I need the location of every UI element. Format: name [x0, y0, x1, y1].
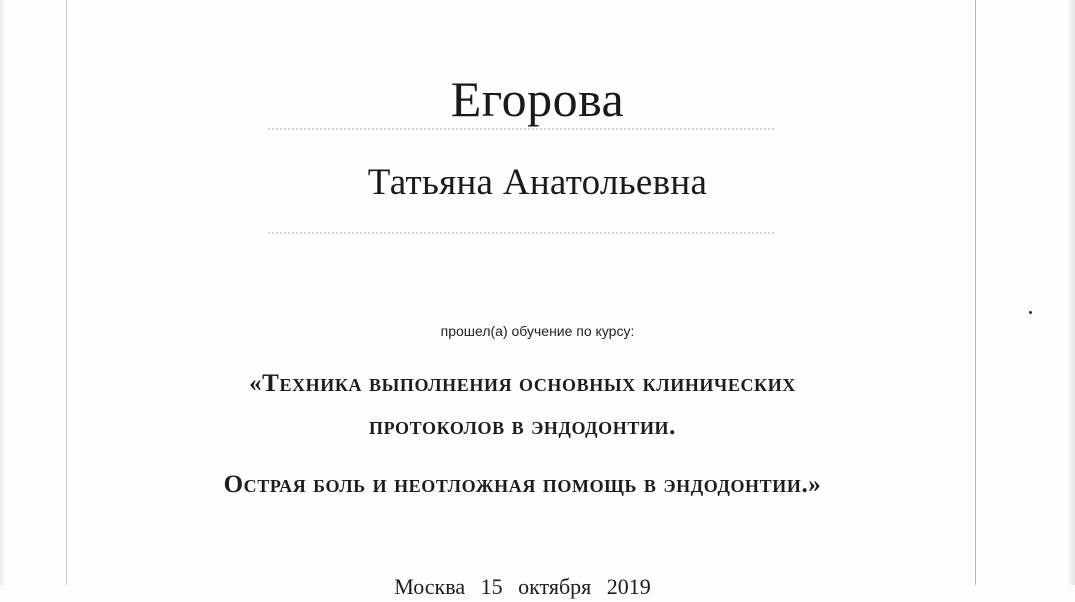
course-title-line-1: «Техника выполнения основных клинических: [249, 370, 796, 397]
place-date-line: Москва 15 октября 2019: [394, 574, 651, 599]
surname-underline: [268, 128, 774, 130]
recipient-given-names: Татьяна Анатольевна: [367, 162, 708, 203]
course-title-line-3: Острая боль и неотложная помощь в эндодонтии.»: [223, 471, 822, 498]
course-title-line-2: протоколов в эндодонтии.: [368, 413, 677, 440]
recipient-surname: Егорова: [450, 71, 625, 127]
course-intro-text: прошел(а) обучение по курсу:: [440, 323, 635, 339]
given-names-underline: [268, 232, 774, 234]
scan-speck: [1029, 311, 1032, 314]
